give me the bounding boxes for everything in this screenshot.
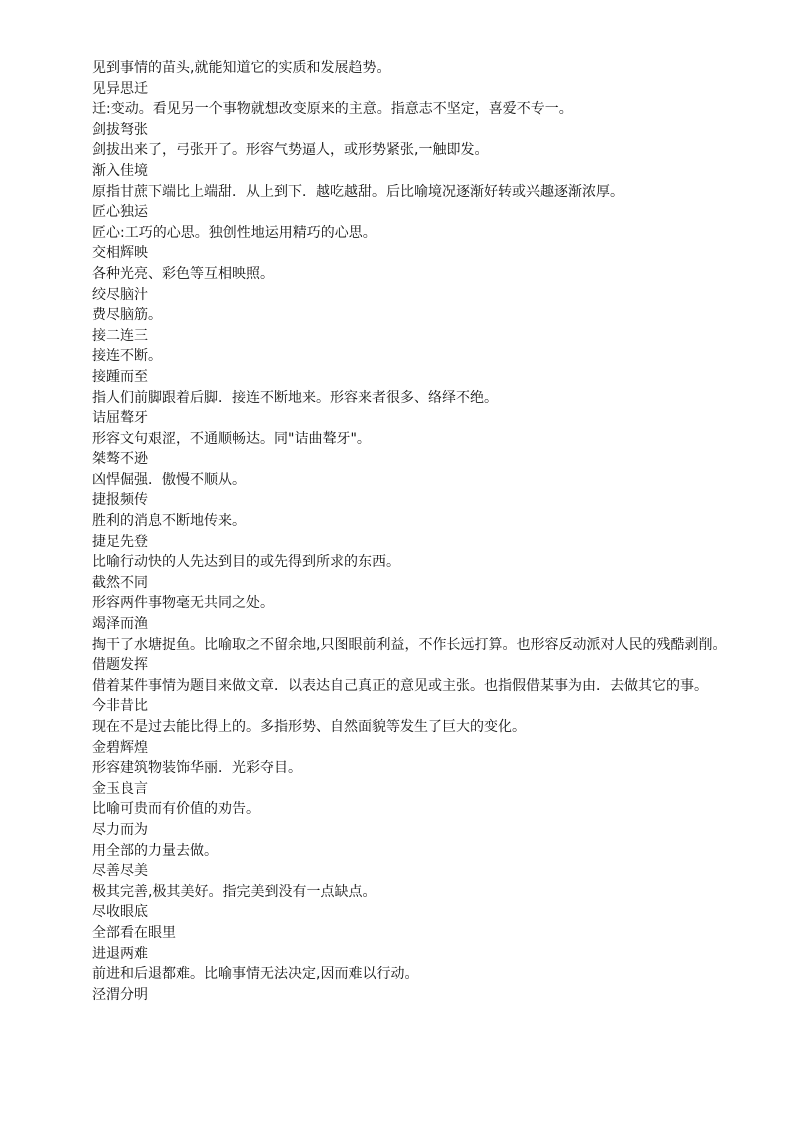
text-line: 用全部的力量去做。: [92, 842, 218, 859]
text-line: 凶悍倔强．傲慢不顺从。: [92, 471, 246, 488]
text-line: 迁:变动。看见另一个事物就想改变原来的主意。指意志不坚定，喜爱不专一。: [92, 101, 573, 118]
text-line: 尽善尽美: [92, 863, 148, 880]
text-line: 费尽脑筋。: [92, 307, 162, 324]
text-line: 尽收眼底: [92, 904, 148, 921]
text-line: 原指甘蔗下端比上端甜．从上到下．越吃越甜。后比喻境况逐渐好转或兴趣逐渐浓厚。: [92, 183, 624, 200]
text-line: 匠心独运: [92, 204, 148, 221]
text-line: 金碧辉煌: [92, 739, 148, 756]
document-page: [60, 58, 734, 1005]
text-line: 剑拔出来了，弓张开了。形容气势逼人，或形势紧张,一触即发。: [92, 142, 489, 159]
text-line: 现在不是过去能比得上的。多指形势、自然面貌等发生了巨大的变化。: [92, 719, 526, 735]
text-line: 全部看在眼里: [92, 924, 176, 941]
text-line: 渐入佳境: [92, 162, 148, 179]
text-line: 交相辉映: [92, 245, 148, 262]
text-line: 比喻可贵而有价值的劝告。: [92, 801, 260, 818]
text-line: 掏干了水塘捉鱼。比喻取之不留余地,只图眼前利益，不作长远打算。也形容反动派对人民的残酷剥削。: [92, 636, 727, 653]
text-line: 金玉良言: [92, 780, 148, 797]
text-line: 剑拔弩张: [92, 121, 148, 138]
text-line: 形容文句艰涩，不通顺畅达。同"诘曲聱牙"。: [92, 430, 371, 447]
text-line: 形容两件事物毫无共同之处。: [92, 595, 274, 612]
text-line: 匠心:工巧的心思。独创性地运用精巧的心思。: [92, 224, 377, 241]
text-line: 前进和后退都难。比喻事情无法决定,因而难以行动。: [92, 966, 419, 983]
text-line: 借着某件事情为题目来做文章．以表达自己真正的意见或主张。也指假借某事为由．去做其它的事。: [92, 677, 708, 694]
text-line: 见异思迁: [92, 80, 148, 97]
text-line: 捷足先登: [92, 533, 148, 550]
text-line: 比喻行动快的人先达到目的或先得到所求的东西。: [92, 554, 400, 571]
text-line: 诘屈聱牙: [92, 410, 148, 427]
text-line: 接二连三: [92, 327, 148, 344]
text-line: 极其完善,极其美好。指完美到没有一点缺点。: [92, 883, 377, 900]
text-line: 见到事情的苗头,就能知道它的实质和发展趋势。: [92, 60, 391, 76]
text-line: 绞尽脑汁: [92, 286, 148, 303]
text-line: 各种光亮、彩色等互相映照。: [92, 265, 274, 282]
text-line: 捷报频传: [92, 492, 148, 509]
text-line: 截然不同: [92, 574, 148, 591]
text-line: 指人们前脚跟着后脚．接连不断地来。形容来者很多、络绎不绝。: [92, 389, 498, 406]
text-line: 借题发挥: [92, 657, 148, 674]
text-line: 接踵而至: [92, 368, 148, 385]
text-line: 尽力而为: [92, 821, 148, 838]
text-line: 接连不断。: [92, 348, 162, 365]
text-line: 泾渭分明: [92, 986, 148, 1003]
text-line: 形容建筑物装饰华丽．光彩夺目。: [92, 760, 302, 777]
text-line: 竭泽而渔: [92, 616, 148, 633]
text-line: 胜利的消息不断地传来。: [92, 513, 246, 530]
text-line: 桀骜不逊: [92, 451, 148, 468]
text-line: 今非昔比: [92, 698, 148, 715]
text-line: 进退两难: [92, 945, 148, 962]
